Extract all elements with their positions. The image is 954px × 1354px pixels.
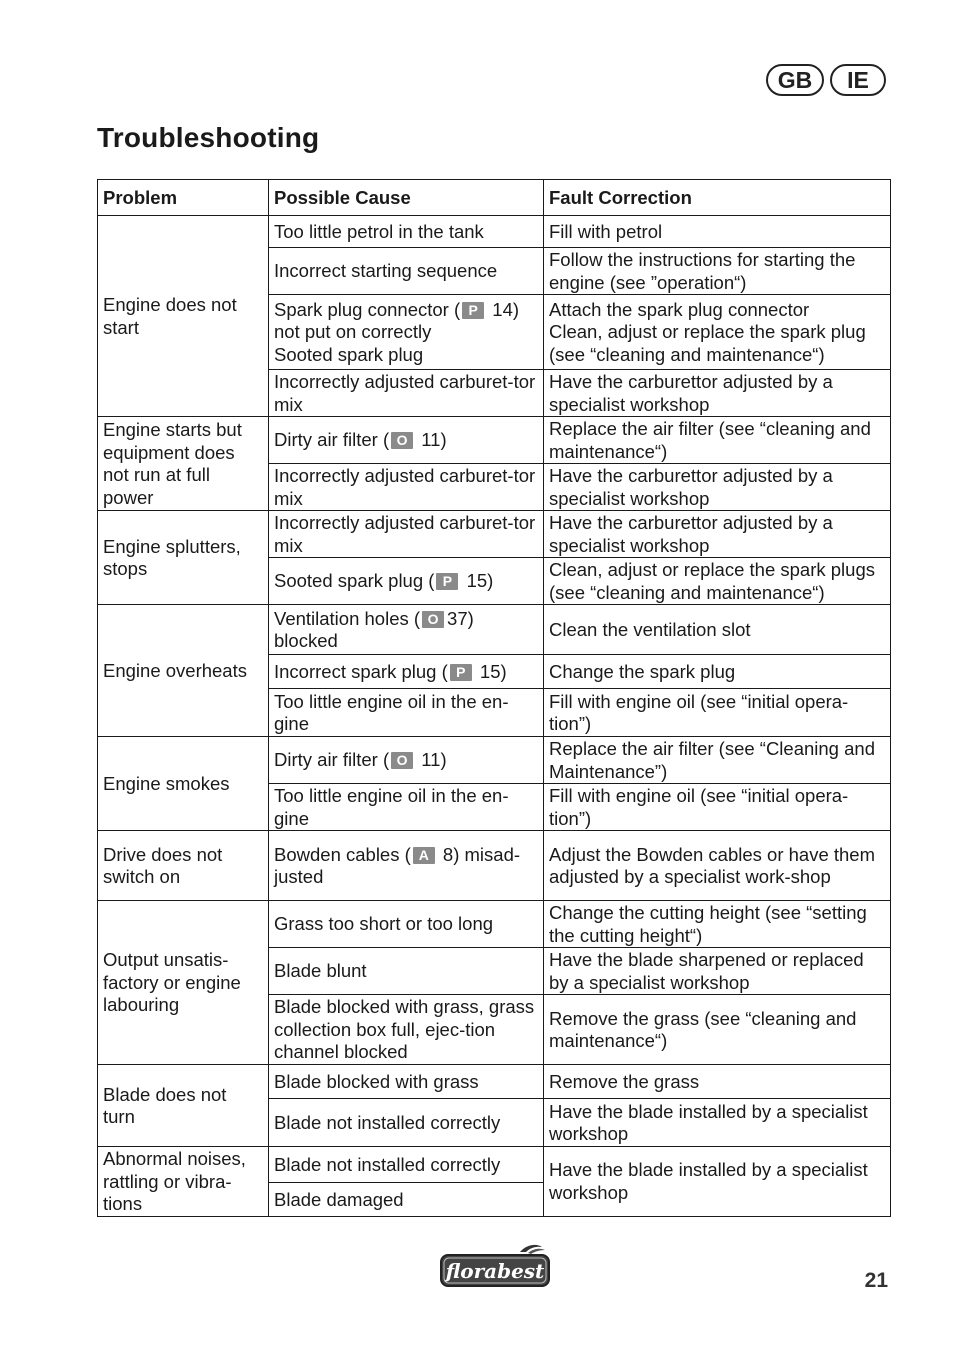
cause-text: 15) [461, 570, 494, 592]
figure-ref-badge: A [413, 847, 435, 864]
correction-cell: Fill with engine oil (see “initial opera-tion”) [544, 689, 891, 737]
cause-text: Dirty air filter ( [274, 749, 390, 771]
cause-cell: Incorrectly adjusted carburet-tor mix [269, 464, 544, 511]
figure-ref-badge: P [462, 302, 484, 319]
cause-cell: Too little petrol in the tank [269, 216, 544, 248]
cause-text: Bowden cables ( [274, 843, 411, 865]
cause-text: 8) misad-justed [274, 843, 521, 887]
correction-cell: Replace the air filter (see “cleaning and maintenance“) [544, 417, 891, 464]
table-row [98, 417, 891, 464]
page-number: 21 [864, 1269, 888, 1292]
cause-cell: Too little engine oil in the en-gine [269, 689, 544, 737]
problem-cell: Engine overheats [98, 605, 269, 737]
figure-ref-badge: P [436, 573, 458, 590]
cause-cell [269, 417, 544, 464]
cause-cell [269, 655, 544, 689]
cause-cell: Blade blocked with grass [269, 1065, 544, 1099]
cause-text: 15) [474, 660, 507, 682]
problem-cell: Blade does not turn [98, 1065, 269, 1147]
cause-cell [269, 831, 544, 901]
correction-cell: Remove the grass (see “cleaning and maintenance“) [544, 995, 891, 1065]
troubleshooting-table [97, 179, 891, 1217]
correction-cell: Change the spark plug [544, 655, 891, 689]
correction-cell: Have the blade sharpened or replaced by a specialist workshop [544, 948, 891, 995]
cause-text: Sooted spark plug ( [274, 570, 435, 592]
header-possible-cause: Possible Cause [269, 180, 544, 216]
table-row [98, 1065, 891, 1099]
language-badge-ie: IE [830, 64, 886, 96]
correction-cell: Attach the spark plug connector Clean, adjust or replace the spark plug (see “cleaning and maintenance“) [544, 295, 891, 370]
problem-cell: Drive does not switch on [98, 831, 269, 901]
correction-cell: Replace the air filter (see “Cleaning and Maintenance”) [544, 737, 891, 784]
correction-cell: Remove the grass [544, 1065, 891, 1099]
logo-text: florabest [445, 1259, 545, 1283]
correction-cell: Have the blade installed by a specialist workshop [544, 1147, 891, 1217]
cause-cell: Blade blocked with grass, grass collection box full, ejec-tion channel blocked [269, 995, 544, 1065]
table-row [98, 831, 891, 901]
problem-cell: Engine smokes [98, 737, 269, 831]
language-badge-gb: GB [766, 64, 824, 96]
table-row [98, 1147, 891, 1183]
table-body [98, 216, 891, 1217]
correction-cell: Change the cutting height (see “setting the cutting height“) [544, 901, 891, 948]
table-header-row [98, 180, 891, 216]
problem-cell: Abnormal noises, rattling or vibra-tions [98, 1147, 269, 1217]
correction-cell: Adjust the Bowden cables or have them adjusted by a specialist work-shop [544, 831, 891, 901]
table-row [98, 511, 891, 558]
cause-text: Ventilation holes ( [274, 607, 421, 629]
figure-ref-badge: O [422, 611, 444, 628]
correction-cell: Have the carburettor adjusted by a specialist workshop [544, 370, 891, 417]
header-fault-correction: Fault Correction [544, 180, 891, 216]
cause-cell [269, 737, 544, 784]
cause-text: Dirty air filter ( [274, 429, 390, 451]
correction-cell: Have the carburettor adjusted by a specialist workshop [544, 511, 891, 558]
cause-cell: Blade blunt [269, 948, 544, 995]
table-row [98, 605, 891, 655]
problem-cell: Engine starts but equipment does not run at full power [98, 417, 269, 511]
cause-cell: Blade not installed correctly [269, 1099, 544, 1147]
figure-ref-badge: O [391, 432, 413, 449]
correction-cell: Fill with petrol [544, 216, 891, 248]
table-row [98, 901, 891, 948]
figure-ref-badge: P [450, 664, 472, 681]
florabest-logo-icon [438, 1243, 552, 1289]
florabest-logo [438, 1243, 552, 1294]
cause-cell: Incorrect starting sequence [269, 248, 544, 295]
header-problem: Problem [98, 180, 269, 216]
table-row [98, 216, 891, 248]
cause-text: 11) [416, 429, 447, 451]
table-row [98, 737, 891, 784]
cause-cell: Blade damaged [269, 1183, 544, 1216]
correction-cell: Fill with engine oil (see “initial opera-tion”) [544, 784, 891, 831]
cause-cell: Blade not installed correctly [269, 1147, 544, 1183]
cause-cell: Incorrectly adjusted carburet-tor mix [269, 511, 544, 558]
correction-cell: Follow the instructions for starting the engine (see ”operation“) [544, 248, 891, 295]
cause-cell: Grass too short or too long [269, 901, 544, 948]
cause-text: Spark plug connector ( [274, 298, 461, 320]
correction-cell: Clean the ventilation slot [544, 605, 891, 655]
cause-cell: Too little engine oil in the en-gine [269, 784, 544, 831]
cause-text: 14) not put on correctly Sooted spark plug [274, 298, 520, 365]
language-badges [766, 64, 886, 96]
cause-cell: Incorrectly adjusted carburet-tor mix [269, 370, 544, 417]
page-title: Troubleshooting [97, 122, 320, 153]
cause-text: 37) blocked [274, 607, 474, 651]
correction-cell: Have the carburettor adjusted by a specialist workshop [544, 464, 891, 511]
correction-cell: Clean, adjust or replace the spark plugs (see “cleaning and maintenance“) [544, 558, 891, 605]
cause-text: 11) [416, 749, 447, 771]
cause-cell [269, 295, 544, 370]
cause-cell [269, 605, 544, 655]
cause-cell [269, 558, 544, 605]
problem-cell: Engine does not start [98, 216, 269, 417]
correction-cell: Have the blade installed by a specialist workshop [544, 1099, 891, 1147]
problem-cell: Output unsatis-factory or engine labouring [98, 901, 269, 1065]
problem-cell: Engine splutters, stops [98, 511, 269, 605]
cause-text: Incorrect spark plug ( [274, 660, 448, 682]
figure-ref-badge: O [391, 752, 413, 769]
